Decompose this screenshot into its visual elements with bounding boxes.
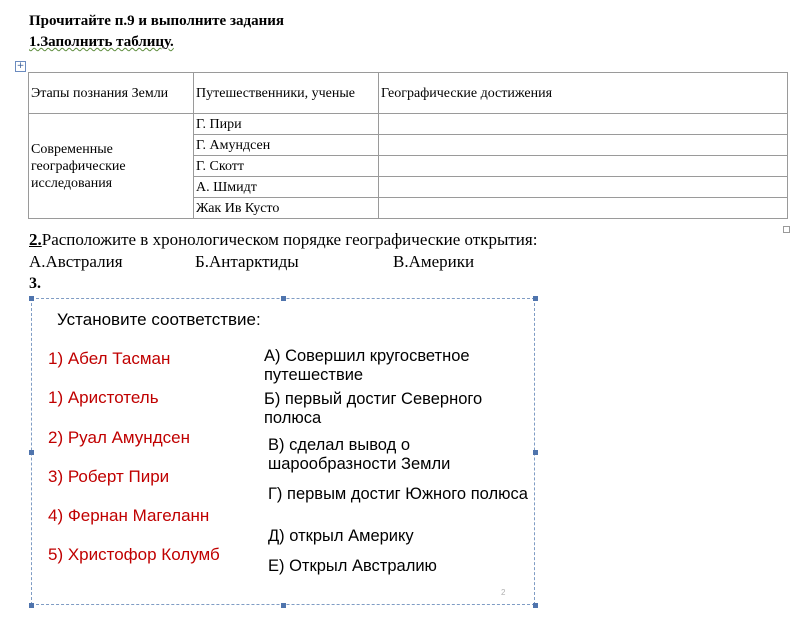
figure-title: Установите соответствие: <box>57 310 261 329</box>
traveler-cell[interactable]: Г. Пири <box>194 114 379 135</box>
answer-item: Б) первый достиг Северного полюса <box>264 390 483 427</box>
person-item: 1) Аристотель <box>48 388 159 407</box>
person-item: 5) Христофор Колумб <box>48 545 220 564</box>
person-item: 3) Роберт Пири <box>48 467 170 486</box>
table-move-handle-icon[interactable]: + <box>16 61 25 71</box>
answer-item: Г) первым достиг Южного полюса <box>268 485 528 503</box>
task-heading: Прочитайте п.9 и выполните задания <box>29 13 284 29</box>
option-c: В.Америки <box>393 252 475 271</box>
option-b: Б.Антарктиды <box>195 252 299 271</box>
achievement-cell[interactable] <box>379 156 788 177</box>
selection-handle[interactable] <box>533 603 538 608</box>
answer-item: Д) открыл Америку <box>268 527 414 545</box>
traveler-cell[interactable]: Жак Ив Кусто <box>194 198 379 219</box>
person-item: 4) Фернан Магеланн <box>48 506 210 525</box>
selection-handle[interactable] <box>29 450 34 455</box>
achievement-cell[interactable] <box>379 198 788 219</box>
header-cell-achievements[interactable]: Географические достижения <box>379 73 788 114</box>
answer-item: В) сделал вывод о шарообразности Земли <box>268 436 451 473</box>
selection-handle[interactable] <box>29 296 34 301</box>
page-number: 2 <box>501 588 506 597</box>
task-2-prompt <box>29 230 537 250</box>
selection-handle[interactable] <box>29 603 34 608</box>
achievement-cell[interactable] <box>379 177 788 198</box>
person-item: 2) Руал Амундсен <box>48 428 190 447</box>
answer-item: Е) Открыл Австралию <box>268 557 437 575</box>
table-resize-handle[interactable] <box>783 226 790 233</box>
header-cell-stages[interactable]: Этапы познания Земли <box>29 73 194 114</box>
traveler-cell[interactable]: А. Шмидт <box>194 177 379 198</box>
person-item: 1) Абел Тасман <box>48 349 171 368</box>
selection-handle[interactable] <box>281 603 286 608</box>
stage-cell[interactable]: Современные географические исследования <box>29 114 194 219</box>
achievement-cell[interactable] <box>379 135 788 156</box>
traveler-cell[interactable]: Г. Скотт <box>194 156 379 177</box>
answer-item: А) Совершил кругосветное путешествие <box>264 347 470 384</box>
option-a: А.Австралия <box>29 252 123 271</box>
header-cell-travelers[interactable]: Путешественники, ученые <box>194 73 379 114</box>
selection-handle[interactable] <box>533 296 538 301</box>
traveler-cell[interactable]: Г. Амундсен <box>194 135 379 156</box>
table-header-row <box>29 73 788 114</box>
task-1-heading: 1.Заполнить таблицу. <box>29 34 174 50</box>
geography-table <box>28 72 788 219</box>
selection-handle[interactable] <box>281 296 286 301</box>
task-2-number: 2. <box>29 230 42 249</box>
achievement-cell[interactable] <box>379 114 788 135</box>
task-3-number: 3. <box>29 275 41 292</box>
table-row <box>29 114 788 135</box>
task-2-text: Расположите в хронологическом порядке географические открытия: <box>41 230 538 249</box>
